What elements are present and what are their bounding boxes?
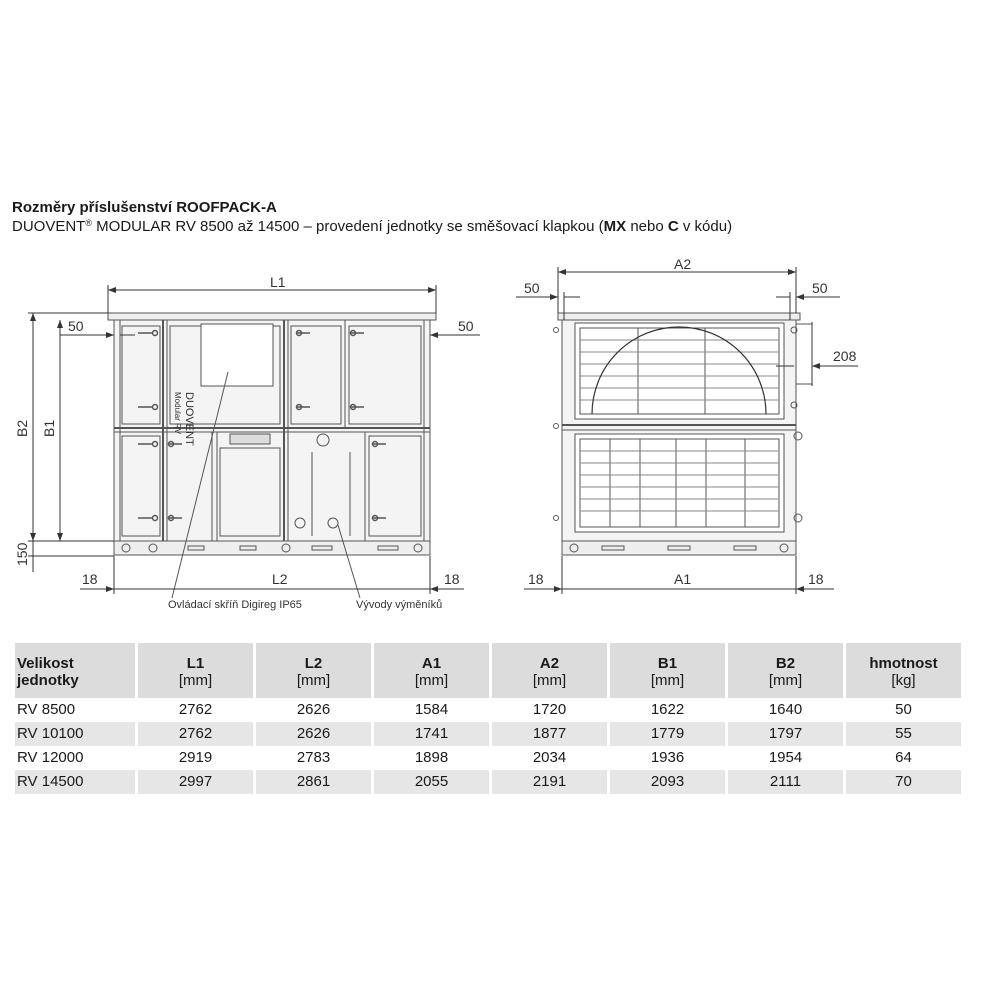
col-header-a2: A2 [mm] bbox=[492, 643, 607, 698]
dim-50-front-right: 50 bbox=[812, 280, 828, 296]
callout-control-box: Ovládací skříň Digireg IP65 bbox=[168, 599, 302, 611]
heading-subtitle bbox=[12, 217, 732, 236]
dim-150: 150 bbox=[14, 542, 30, 566]
subtitle-end: v kódu) bbox=[678, 218, 733, 235]
subtitle-or: nebo bbox=[626, 218, 668, 235]
dim-208: 208 bbox=[833, 348, 857, 364]
heading-title: Rozměry příslušenství ROOFPACK-A bbox=[12, 199, 277, 216]
dim-50-front-left: 50 bbox=[524, 280, 540, 296]
technical-drawing bbox=[0, 250, 1000, 620]
dim-a1: A1 bbox=[674, 571, 692, 587]
dim-50-left: 50 bbox=[68, 318, 84, 334]
front-view bbox=[554, 313, 813, 555]
col-header-a1: A1 [mm] bbox=[374, 643, 489, 698]
dim-18-left: 18 bbox=[82, 571, 98, 587]
col-header-size: Velikost jednotky bbox=[15, 643, 135, 698]
dim-18-front-right: 18 bbox=[808, 571, 824, 587]
subtitle-mx-code: MX bbox=[603, 218, 627, 235]
col-header-b1: B1 [mm] bbox=[610, 643, 725, 698]
dim-b2: B2 bbox=[14, 419, 30, 437]
panel-brand-label: DUOVENT bbox=[183, 392, 195, 446]
dim-b1: B1 bbox=[41, 419, 57, 437]
table-row: RV 8500 2762 2626 1584 1720 1622 1640 50 bbox=[17, 701, 912, 718]
table-header-row bbox=[15, 643, 961, 698]
col-header-l2: L2 [mm] bbox=[256, 643, 371, 698]
col-header-l1: L1 [mm] bbox=[138, 643, 253, 698]
dim-a2: A2 bbox=[674, 256, 692, 272]
col-header-weight: hmotnost [kg] bbox=[846, 643, 961, 698]
dim-18-front-left: 18 bbox=[528, 571, 544, 587]
subtitle-brand: DUOVENT bbox=[12, 218, 86, 235]
subtitle-registered-mark: ® bbox=[85, 218, 92, 228]
panel-model-label: Modular RV bbox=[173, 392, 182, 435]
subtitle-c-code: C bbox=[667, 218, 679, 235]
dim-50-right: 50 bbox=[458, 318, 474, 334]
callout-exchanger-outlets: Vývody výměníků bbox=[356, 599, 443, 611]
dim-l2: L2 bbox=[272, 571, 288, 587]
table-row: RV 10100 2762 2626 1741 1877 1779 1797 55 bbox=[15, 722, 961, 746]
col-header-b2: B2 [mm] bbox=[728, 643, 843, 698]
dim-l1: L1 bbox=[270, 274, 286, 290]
page-heading bbox=[12, 198, 732, 236]
subtitle-text: MODULAR RV 8500 až 14500 – provedení jednotky se směšovací klapkou ( bbox=[91, 218, 604, 235]
table-row: RV 14500 2997 2861 2055 2191 2093 2111 70 bbox=[15, 770, 961, 794]
dimensions-table bbox=[12, 643, 964, 794]
table-row: RV 12000 2919 2783 1898 2034 1936 1954 64 bbox=[17, 749, 912, 766]
dim-18-right: 18 bbox=[444, 571, 460, 587]
side-view bbox=[108, 313, 436, 598]
